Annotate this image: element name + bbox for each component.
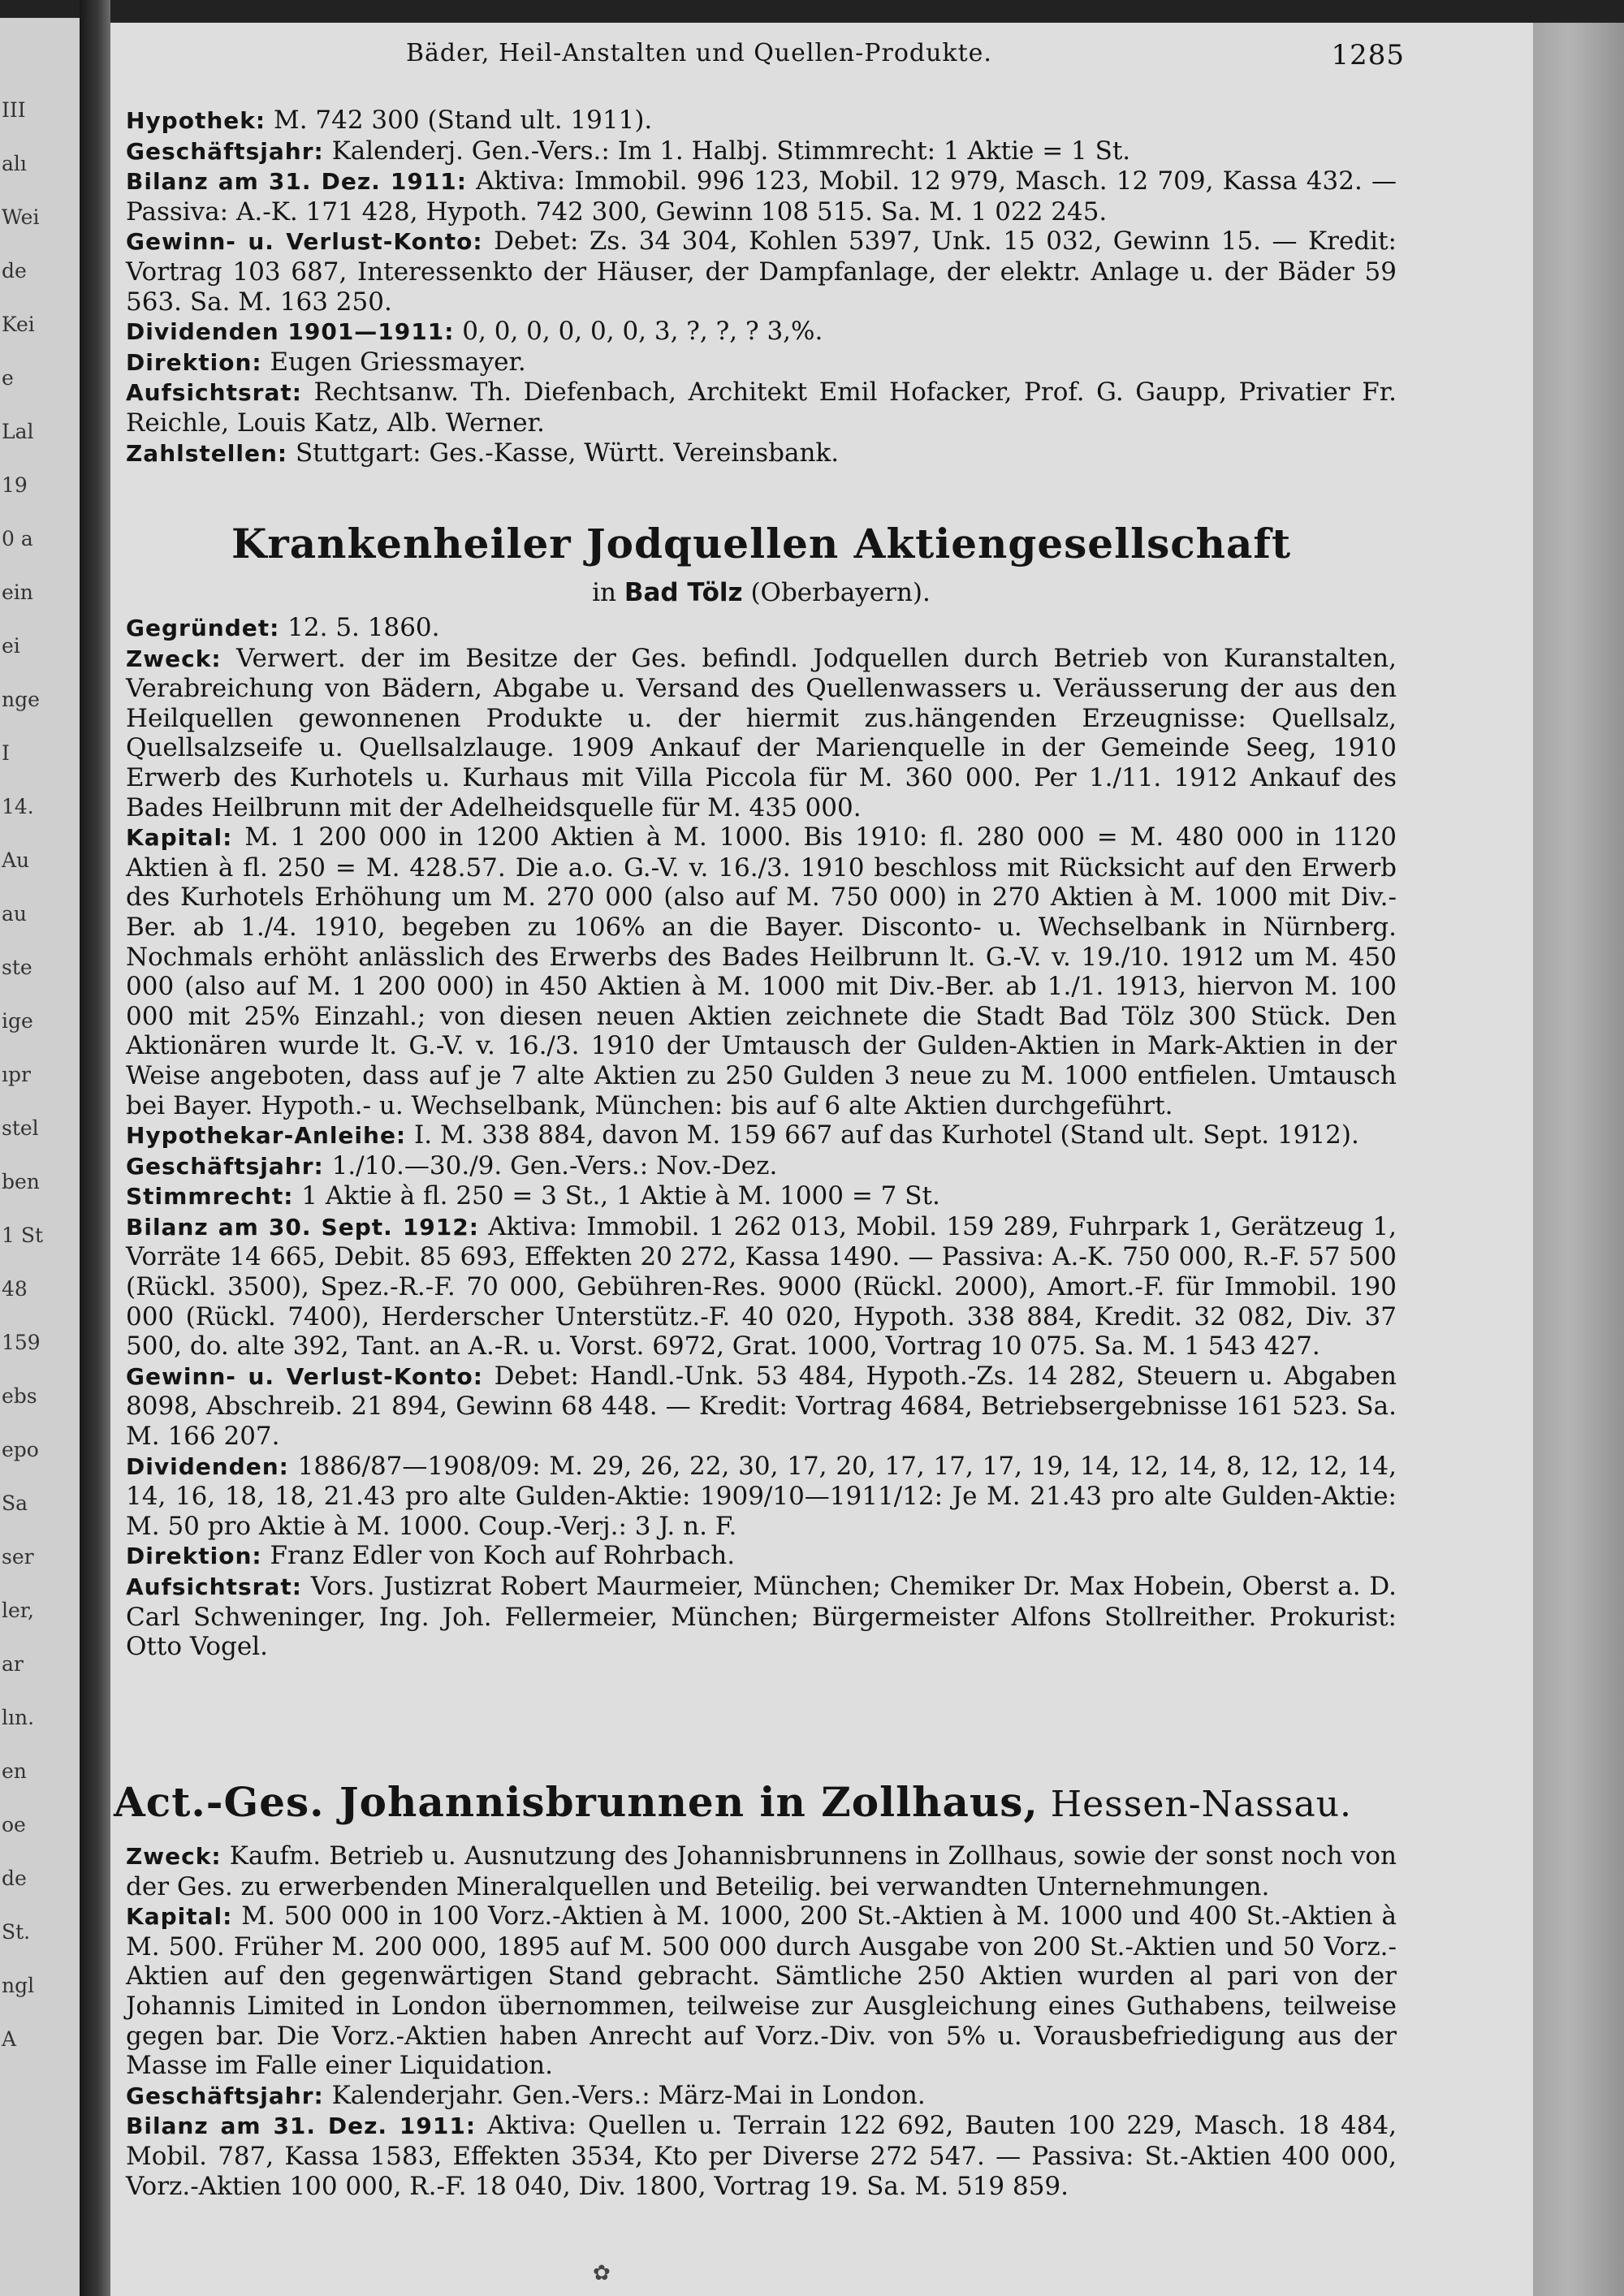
entry-paragraph (126, 822, 1397, 1120)
left-page-fragment: ste (2, 956, 32, 979)
entry-text: M. 500 000 in 100 Vorz.-Aktien à M. 1000, 200 St.-Aktien à M. 1000 und 400 St.-Aktien à M. 500. Früher M. 200 000, 1895 auf M. 500 000 durch Ausgabe von 200 St.-Aktien und 50 Vorz.-Aktien auf den gegenwärtigen Stand gebracht. Sämtliche 250 Aktien wurden al pari von der Johannis Limited in London übernommen, teilweise zur Ausgleichung eines Guthabens, teilweise gegen bar. Die Vorz.-Aktien haben Anrecht auf Vorz.-Div. von 5% u. Vorausbefriedigung aus der Masse im Falle einer Liquidation. (126, 1901, 1397, 2081)
entry-text: 1 Aktie à fl. 250 = 3 St., 1 Aktie à M. 1000 = 7 St. (293, 1181, 940, 1211)
entry-label: Bilanz am 31. Dez. 1911: (126, 2113, 477, 2140)
company-entry (126, 613, 1397, 1662)
entry-label: Zweck: (126, 645, 222, 672)
entry-paragraph (126, 1541, 1397, 1572)
top-shadow (0, 0, 1624, 24)
company-title: Krankenheiler Jodquellen Aktiengesellschaft (231, 520, 1292, 568)
entry-text: Aktiva: Immobil. 996 123, Mobil. 12 979, Masch. 12 709, Kassa 432. — Passiva: A.-K. 171 428, Hypoth. 742 300, Gewinn 108 515. Sa. M. 1 022 245. (126, 166, 1397, 227)
entry-paragraph (126, 1841, 1397, 1901)
entry-paragraph (126, 1901, 1397, 2081)
entry-paragraph (126, 1151, 1397, 1182)
location-suffix: (Oberbayern). (742, 578, 931, 607)
left-page-fragment: ler, (2, 1599, 34, 1622)
entry-label: Geschäftsjahr: (126, 137, 324, 165)
left-page-fragment: ige (2, 1009, 33, 1033)
left-page-fragment: ar (2, 1652, 24, 1676)
left-page-fragment: 0 a (2, 527, 33, 550)
adjacent-page-fragment (0, 18, 80, 2296)
left-page-fragment: ei (2, 634, 20, 658)
company-location (126, 578, 1397, 607)
left-page-fragment: Sa (2, 1491, 28, 1515)
company-entry-2 (126, 1841, 1397, 2201)
entry-text: Debet: Zs. 34 304, Kohlen 5397, Unk. 15 032, Gewinn 15. — Kredit: Vortrag 103 687, Interessenkto der Häuser, der Dampfanlage, der elektr. Anlage u. der Bäder 59 563. Sa. M. 163 250. (126, 227, 1397, 317)
left-page-fragment: 159 (2, 1331, 41, 1354)
left-page-fragment: 1 St (2, 1224, 44, 1247)
entry-label: Direktion: (126, 1543, 262, 1570)
entry-text: Franz Edler von Koch auf Rohrbach. (261, 1541, 736, 1571)
entry-text: Kalenderj. Gen.-Vers.: Im 1. Halbj. Stimmrecht: 1 Aktie = 1 St. (323, 136, 1131, 166)
entry-label: Zweck: (126, 1843, 222, 1870)
left-page-fragment: ben (2, 1170, 40, 1193)
entry-paragraph (126, 347, 1397, 378)
left-page-fragment: ser (2, 1545, 34, 1569)
left-page-fragment: ngl (2, 1974, 35, 1997)
left-page-fragment: e (2, 366, 14, 390)
entry-paragraph (126, 1120, 1397, 1151)
entry-paragraph (126, 136, 1397, 167)
entry-text: Kalenderjahr. Gen.-Vers.: März-Mai in London. (323, 2080, 926, 2110)
running-title: Bäder, Heil-Anstalten und Quellen-Produkte. (406, 39, 992, 67)
left-page-fragment: Lal (2, 420, 34, 443)
entry-paragraph (126, 2111, 1397, 2201)
left-page-fragment: A (2, 2027, 17, 2051)
entry-text: Stuttgart: Ges.-Kasse, Württ. Vereinsbank. (287, 438, 840, 468)
entry-text: Rechtsanw. Th. Diefenbach, Architekt Emil Hofacker, Prof. G. Gaupp, Privatier Fr. Reichle, Louis Katz, Alb. Werner. (126, 378, 1397, 438)
location-name: Bad Tölz (624, 578, 743, 607)
entry-label: Geschäftsjahr: (126, 1152, 324, 1180)
entry-text: Aktiva: Immobil. 1 262 013, Mobil. 159 289, Fuhrpark 1, Gerätzeug 1, Vorräte 14 665, Debit. 85 693, Effekten 20 272, Kassa 1490. — Passiva: A.-K. 750 000, R.-F. 57 500 (Rückl. 3500), Spez.-R.-F. 70 000, Gebühren-Res. 9000 (Rückl. 2000), Amort.-F. für Immobil. 190 000 (Rückl. 7400), Herderscher Unterstütz.-F. 40 020, Hypoth. 338 884, Kredit. 32 082, Div. 37 500, do. alte 392, Tant. an A.-R. u. Vorst. 6972, Grat. 1000, Vortrag 10 075. Sa. M. 1 543 427. (126, 1211, 1397, 1362)
entry-label: Bilanz am 30. Sept. 1912: (126, 1213, 479, 1241)
entry-paragraph (126, 2081, 1397, 2112)
entry-label: Gegründet: (126, 615, 280, 641)
left-page-fragment: I (2, 741, 10, 765)
entry-label: Dividenden: (126, 1452, 289, 1480)
left-page-fragment: ıpr (2, 1063, 31, 1086)
left-page-fragment: 19 (2, 473, 28, 497)
entry-text: Eugen Griessmayer. (261, 347, 526, 377)
entry-text: M. 1 200 000 in 1200 Aktien à M. 1000. Bis 1910: fl. 280 000 = M. 480 000 in 1120 Aktien à fl. 250 = M. 428.57. Die a.o. G.-V. v. 16./3. 1910 beschloss mit Rücksicht auf den Erwerb des Kurhotels Erhöhung um M. 270 000 (also auf M. 750 000) in 270 Aktien à M. 1000 mit Div.-Ber. ab 1./4. 1910, begeben zu 106% an die Bayer. Disconto- u. Wechselbank in Nürnberg. Nochmals erhöht anlässlich des Erwerbs des Bades Heilbrunn lt. G.-V. v. 19./10. 1912 um M. 450 000 (also auf M. 1 200 000) in 450 Aktien à M. 1000 mit Div.-Ber. ab 1./1. 1913, hiervon M. 100 000 mit 25% Einzahl.; von diesen neuen Aktien zeichnete die Stadt Bad Tölz 300 Stück. Den Aktionären wurde lt. G.-V. v. 16./3. 1910 der Umtausch der Gulden-Aktien in Mark-Aktien in der Weise angeboten, dass auf je 7 alte Aktien zu 250 Gulden 3 neue zu M. 1000 entfielen. Umtausch bei Bayer. Hypoth.- u. Wechselbank, München: bis auf 6 alte Aktien durchgeführt. (126, 822, 1397, 1120)
left-page-fragment: 48 (2, 1277, 28, 1301)
entry-label: Dividenden 1901—1911: (126, 318, 455, 346)
left-page-fragment: de (2, 259, 27, 283)
entry-text: Kaufm. Betrieb u. Ausnutzung des Johannisbrunnens in Zollhaus, sowie der sonst noch von der Ges. zu erwerbenden Mineralquellen und Beteilig. bei verwandten Unternehmungen. (126, 1841, 1397, 1901)
entry-paragraph (126, 106, 1397, 136)
left-page-fragment: oe (2, 1813, 26, 1836)
entry-text: M. 742 300 (Stand ult. 1911). (266, 106, 653, 135)
entry-paragraph (126, 227, 1397, 317)
entry-label: Aufsichtsrat: (126, 379, 302, 407)
entry-text: 0, 0, 0, 0, 0, 0, 3, ?, ?, ? 3,%. (454, 317, 823, 347)
entry-text: Verwert. der im Besitze der Ges. befindl. Jodquellen durch Betrieb von Kuranstalten, Verabreichung von Bädern, Abgabe u. Versand des Quellenwassers u. Veräusserung der aus den Heilquellen gewonnenen Produkte u. der hiermit zus.hängenden Erzeugnisse: Quellsalz, Quellsalzseife u. Quellsalzlauge. 1909 Ankauf der Marienquelle in der Gemeinde Seeg, 1910 Erwerb des Kurhotels u. Kurhaus mit Villa Piccola für M. 360 000. Per 1./11. 1912 Ankauf des Bades Heilbrunn mit der Adelheidsquelle für M. 435 000. (126, 643, 1397, 822)
entry-text: Debet: Handl.-Unk. 53 484, Hypoth.-Zs. 14 282, Steuern u. Abgaben 8098, Abschreib. 21 894, Gewinn 68 448. — Kredit: Vortrag 4684, Betriebsergebnisse 161 523. Sa. M. 166 207. (126, 1361, 1397, 1452)
entry-paragraph (126, 378, 1397, 438)
entry-text: 12. 5. 1860. (279, 613, 440, 642)
entry-label: Gewinn- u. Verlust-Konto: (126, 1362, 483, 1390)
left-page-fragment: au (2, 902, 28, 926)
left-page-fragment: epo (2, 1438, 39, 1461)
left-page-fragment: alı (2, 152, 27, 175)
left-page-fragment: ebs (2, 1384, 37, 1408)
entry-text: 1886/87—1908/09: M. 29, 26, 22, 30, 17, 20, 17, 17, 17, 19, 14, 12, 14, 8, 12, 12, 14, 14, 16, 18, 18, 21.43 pro alte Gulden-Aktie: 1909/10—1911/12: Je M. 21.43 pro alte Gulden-Aktie: M. 50 pro Aktie à M. 1000. Coup.-Verj.: 3 J. n. F. (126, 1451, 1397, 1541)
entry-paragraph (126, 438, 1397, 469)
continued-entry (126, 106, 1397, 468)
left-page-fragment: III (2, 98, 26, 122)
entry-text: Vors. Justizrat Robert Maurmeier, München; Chemiker Dr. Max Hobein, Oberst a. D. Carl Schweninger, Ing. Joh. Fellermeier, München; Bürgermeister Alfons Stollreither. Prokurist: Otto Vogel. (126, 1572, 1397, 1662)
company-title-2-name: Act.-Ges. Johannisbrunnen in Zollhaus, (114, 1778, 1039, 1826)
page-number: 1285 (1331, 39, 1405, 71)
entry-label: Direktion: (126, 348, 262, 376)
book-gutter (80, 0, 110, 2296)
left-page-fragment: Au (2, 848, 30, 872)
entry-label: Kapital: (126, 1903, 233, 1931)
entry-label: Stimmrecht: (126, 1183, 294, 1211)
left-page-fragment: nge (2, 688, 40, 711)
entry-paragraph (126, 1572, 1397, 1662)
page-edge (1533, 23, 1624, 2296)
left-page-fragment: Wei (2, 205, 40, 229)
entry-label: Bilanz am 31. Dez. 1911: (126, 168, 467, 196)
entry-paragraph (126, 1452, 1397, 1542)
entry-paragraph (126, 317, 1397, 347)
entry-paragraph (126, 166, 1397, 227)
entry-paragraph (126, 644, 1397, 823)
entry-label: Hypothek: (126, 107, 266, 134)
location-prefix: in (592, 578, 624, 607)
entry-text: I. M. 338 884, davon M. 159 667 auf das Kurhotel (Stand ult. Sept. 1912). (406, 1120, 1359, 1150)
entry-label: Aufsichtsrat: (126, 1573, 302, 1600)
left-page-fragment: stel (2, 1116, 39, 1140)
entry-paragraph (126, 1181, 1397, 1212)
entry-paragraph (126, 1212, 1397, 1362)
entry-label: Zahlstellen: (126, 439, 288, 467)
entry-label: Kapital: (126, 824, 233, 852)
left-page-fragment: 14. (2, 795, 34, 818)
left-page-fragment: St. (2, 1920, 31, 1944)
company-title-2-region: Hessen-Nassau. (1038, 1784, 1353, 1825)
entry-label: Hypothekar-Anleihe: (126, 1122, 407, 1150)
entry-text: Aktiva: Quellen u. Terrain 122 692, Bauten 100 229, Masch. 18 484, Mobil. 787, Kassa 1583, Effekten 3534, Kto per Diverse 272 547. — Passiva: St.-Aktien 400 000, Vorz.-Aktien 100 000, R.-F. 18 040, Div. 1800, Vortrag 19. Sa. M. 519 859. (126, 2111, 1397, 2201)
printer-mark: ✿ (593, 2261, 611, 2285)
entry-text: 1./10.—30./9. Gen.-Vers.: Nov.-Dez. (323, 1150, 778, 1180)
entry-label: Geschäftsjahr: (126, 2082, 324, 2109)
entry-paragraph (126, 1362, 1397, 1452)
left-page-fragment: ein (2, 580, 33, 604)
left-page-fragment: en (2, 1759, 27, 1783)
entry-label: Gewinn- u. Verlust-Konto: (126, 228, 483, 256)
running-header (406, 39, 1405, 71)
left-page-fragment: lın. (2, 1706, 35, 1729)
company-title-2 (114, 1778, 1413, 1826)
left-page-fragment: de (2, 1867, 27, 1890)
left-page-fragment: Kei (2, 313, 35, 336)
entry-paragraph (126, 613, 1397, 644)
